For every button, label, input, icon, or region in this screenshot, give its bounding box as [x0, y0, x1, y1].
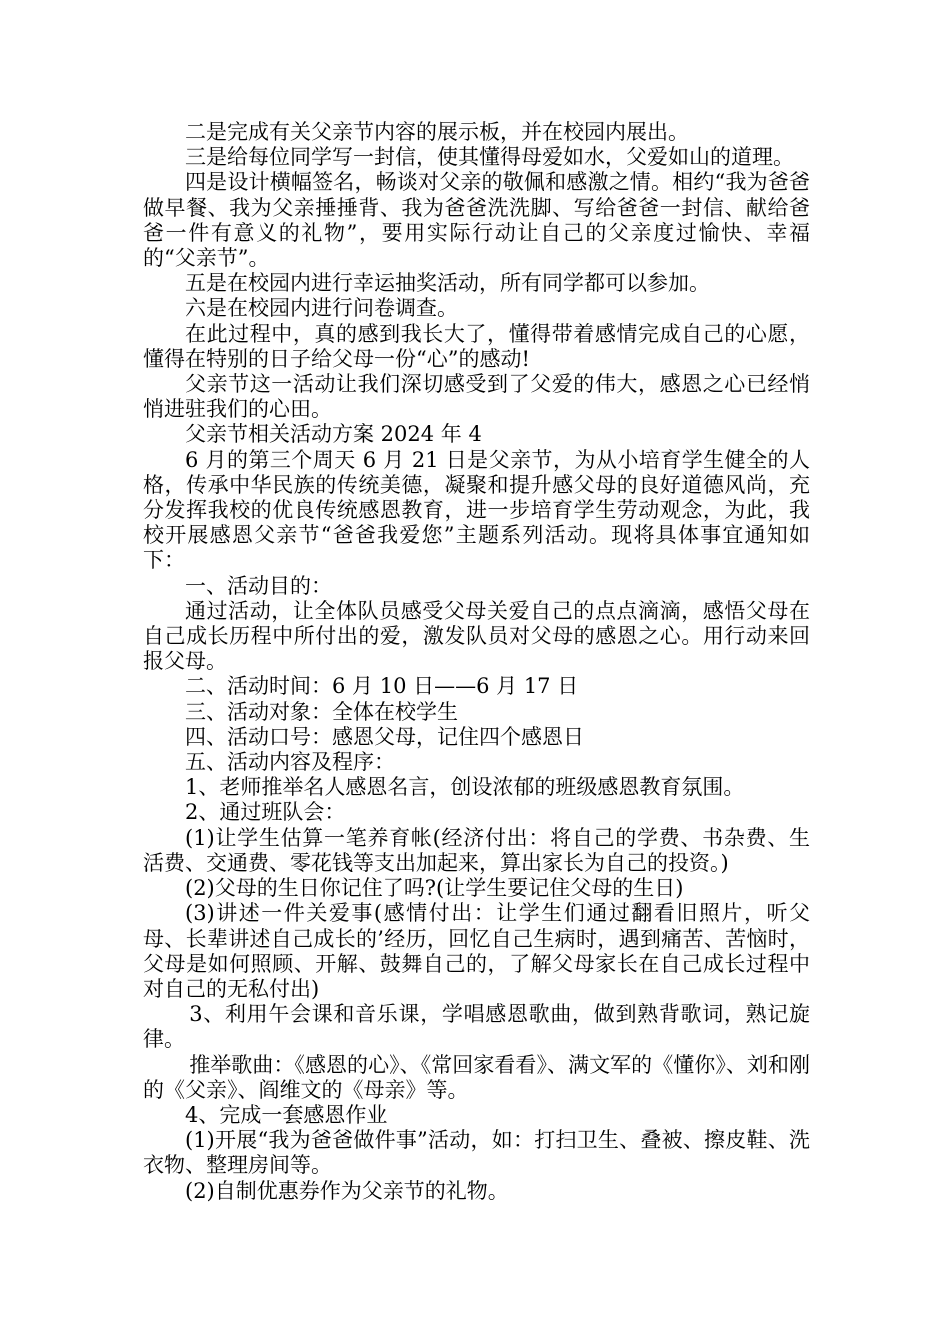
sub-list-item: (1)开展“我为爸爸做件事”活动，如：打扫卫生、叠被、擦皮鞋、洗衣物、整理房间等。	[143, 1128, 810, 1178]
list-item: 4、完成一套感恩作业	[185, 1102, 388, 1127]
paragraph: 五是在校园内进行幸运抽奖活动，所有同学都可以参加。	[185, 271, 710, 296]
section-title: 父亲节相关活动方案 2024 年 4	[185, 422, 482, 447]
list-item: 2、通过班队会：	[185, 800, 346, 825]
paragraph: 六是在校园内进行问卷调查。	[185, 296, 458, 321]
paragraph: 父亲节这一活动让我们深切感受到了父爱的伟大，感恩之心已经悄悄进驻我们的心田。	[143, 372, 810, 422]
heading-purpose: 一、活动目的：	[185, 573, 332, 598]
list-item: 3、利用午会课和音乐课，学唱感恩歌曲，做到熟背歌词，熟记旋律。	[143, 1002, 810, 1052]
heading-audience: 三、活动对象：全体在校学生	[185, 699, 458, 724]
sub-list-item: (2)父母的生日你记住了吗?(让学生要记住父母的生日)	[185, 876, 684, 901]
paragraph: 四是设计横幅签名，畅谈对父亲的敬佩和感激之情。相约“我为爸爸做早餐、我为父亲捶捶背、我为爸爸洗洗脚、写给爸爸一封信、献给爸爸一件有意义的礼物”，要用实际行动让自己的父亲度过愉快、幸福的“父亲节”。	[143, 170, 810, 271]
paragraph: 二是完成有关父亲节内容的展示板，并在校园内展出。	[185, 120, 689, 144]
paragraph: 三是给每位同学写一封信，使其懂得母爱如水，父爱如山的道理。	[185, 145, 794, 170]
list-item: 1、老师推举名人感恩名言，创设浓郁的班级感恩教育氛围。	[185, 775, 745, 800]
heading-content: 五、活动内容及程序：	[185, 750, 395, 775]
heading-slogan: 四、活动口号：感恩父母，记住四个感恩日	[185, 724, 584, 749]
sub-list-item: (2)自制优惠券作为父亲节的礼物。	[185, 1178, 509, 1203]
paragraph: 在此过程中，真的感到我长大了，懂得带着感情完成自己的心愿，懂得在特别的日子给父母一份“心”的感动!	[143, 321, 810, 371]
sub-list-item: (3)讲述一件关爱事(感情付出：让学生们通过翻看旧照片，听父母、长辈讲述自己成长的’经历，回忆自己生病时，遇到痛苦、苦恼时，父母是如何照顾、开解、鼓舞自己的，了解父母家长在自己成长过程中对自己的无私付出)	[143, 901, 810, 1001]
heading-time: 二、活动时间：6 月 10 日——6 月 17 日	[185, 674, 579, 699]
paragraph: 通过活动，让全体队员感受父母关爱自己的点点滴滴，感悟父母在自己成长历程中所付出的爱，激发队员对父母的感恩之心。用行动来回报父母。	[143, 598, 810, 674]
paragraph: 推举歌曲：《感恩的心》、《常回家看看》、满文军的《懂你》、刘和刚的《父亲》、阎维文的《母亲》等。	[143, 1052, 810, 1102]
document-body	[143, 120, 810, 1204]
paragraph: 6 月的第三个周天 6 月 21 日是父亲节，为从小培育学生健全的人格，传承中华民族的传统美德，凝聚和提升感父母的良好道德风尚，充分发挥我校的优良传统感恩教育，进一步培育学生劳动观念，为此，我校开展感恩父亲节“爸爸我爱您”主题系列活动。现将具体事宜通知如下：	[143, 447, 810, 573]
sub-list-item: (1)让学生估算一笔养育帐(经济付出：将自己的学费、书杂费、生活费、交通费、零花钱等支出加起来，算出家长为自己的投资。)	[143, 825, 810, 875]
